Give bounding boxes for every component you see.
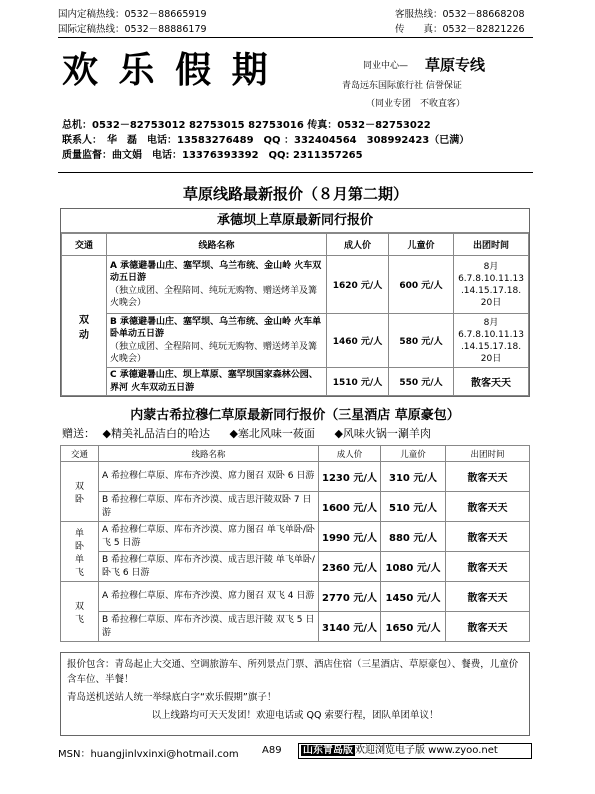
route-note: （独立成团、全程陪同、纯玩无购物、赠送烤羊及篝火晚会） [110, 341, 318, 364]
inner-mongolia-section [60, 445, 530, 642]
adult-price: 1460 元/人 [327, 314, 389, 368]
child-price: 1080 元/人 [381, 552, 446, 582]
table-row [61, 492, 530, 522]
agency-name: 青岛远东国际旅行社 信誉保证 [342, 81, 462, 91]
daily-departure-note: 以上线路均可天天发团！欢迎电话或 QQ 索要行程，团队单团单议！ [151, 710, 439, 721]
table-row [62, 314, 529, 368]
banner-text: 欢迎浏览电子版 www.zyoo.net [355, 745, 498, 756]
site-banner [298, 743, 532, 759]
adult-price: 1990 元/人 [319, 522, 381, 552]
departure-dates: 8月 6.7.8.10.11.13 .14.15.17.18. 20日 [454, 256, 529, 314]
departure-dates: 散客天天 [446, 582, 530, 612]
transport-cell: 双卧 [61, 462, 99, 522]
table-row [61, 612, 530, 642]
route-name: A 希拉穆仁草原、库布齐沙漠、席力图召 双飞 4 日游 [99, 582, 319, 612]
route-name: B 希拉穆仁草原、库布齐沙漠、成吉思汗陵 单飞单卧/卧飞 6 日游 [99, 552, 319, 582]
notes-box [60, 652, 530, 736]
domestic-hotline: 国内定稿热线：0532－88665919 [58, 9, 207, 20]
child-price: 580 元/人 [389, 314, 454, 368]
gifts-label: 赠送： [62, 427, 95, 440]
table-row [62, 368, 529, 396]
table-row [61, 582, 530, 612]
child-price: 510 元/人 [381, 492, 446, 522]
center-label: 同业中心— [363, 61, 409, 71]
adult-price: 1230 元/人 [319, 462, 381, 492]
child-price: 1650 元/人 [381, 612, 446, 642]
adult-price: 2360 元/人 [319, 552, 381, 582]
col-route: 线路名称 [107, 234, 327, 256]
route-cell [107, 314, 327, 368]
transport-cell: 双飞 [61, 582, 99, 642]
adult-price: 3140 元/人 [319, 612, 381, 642]
brand-title: 欢 乐 假 期 [62, 49, 272, 91]
child-price: 880 元/人 [381, 522, 446, 552]
col-child: 儿童价 [389, 234, 454, 256]
col-child: 儿童价 [381, 446, 446, 462]
contact-person: 联系人： 华 磊 电话：13583276489 QQ ：332404564 308992423（已满） [62, 135, 470, 146]
brand-divider [58, 172, 533, 173]
col-adult: 成人价 [319, 446, 381, 462]
transport-cell: 双 动 [62, 256, 107, 396]
departure-dates: 散客天天 [446, 552, 530, 582]
col-route: 线路名称 [99, 446, 319, 462]
top-divider [58, 37, 533, 38]
gift-item: ◆塞北风味一莜面 [229, 427, 315, 440]
route-name: C 承德避暑山庄、坝上草原、塞罕坝国家森林公园、界河 火车双动五日游 [110, 370, 318, 393]
international-hotline: 国际定稿热线：0532－88886179 [58, 24, 207, 35]
transport-cell: 单卧单飞 [61, 522, 99, 582]
child-price: 1450 元/人 [381, 582, 446, 612]
chengde-table [61, 233, 529, 396]
route-name: B 希拉穆仁草原、库布齐沙漠、成吉思汗陵 双飞 5 日游 [99, 612, 319, 642]
service-hotline: 客服热线：0532－88668208 [395, 9, 525, 20]
route-cell [107, 256, 327, 314]
table-row [61, 522, 530, 552]
route-name: A 承德避暑山庄、塞罕坝、乌兰布统、金山岭 火车双动五日游 [110, 260, 322, 283]
chengde-section [60, 208, 530, 397]
table-row [61, 552, 530, 582]
route-name: B 希拉穆仁草原、库布齐沙漠、成吉思汗陵双卧 7 日游 [99, 492, 319, 522]
inner-mongolia-title: 内蒙古希拉穆仁草原最新同行报价（三星酒店 草原豪包） [130, 408, 460, 423]
departure-dates: 散客天天 [446, 522, 530, 552]
msn-contact: MSN：huangjinlvxinxi@hotmail.com [58, 749, 239, 760]
table-row [61, 462, 530, 492]
gift-item: ◆精美礼品洁白的哈达 [102, 427, 210, 440]
main-title: 草原线路最新报价（８月第二期） [182, 185, 408, 203]
table-row [62, 256, 529, 314]
col-dates: 出团时间 [454, 234, 529, 256]
banner-label: 山东青岛版 [303, 745, 353, 756]
center-name: 草原专线 [425, 56, 486, 74]
col-transport: 交通 [61, 446, 99, 462]
gift-item: ◆风味火锅一涮羊肉 [334, 427, 431, 440]
departure-dates: 散客天天 [454, 368, 529, 396]
departure-dates: 散客天天 [446, 612, 530, 642]
page-number: A89 [262, 745, 282, 756]
col-dates: 出团时间 [446, 446, 530, 462]
col-transport: 交通 [62, 234, 107, 256]
adult-price: 1510 元/人 [327, 368, 389, 396]
adult-price: 1600 元/人 [319, 492, 381, 522]
quality-supervisor: 质量监督：曲文娟 电话：13376393392 QQ: 2311357265 [62, 150, 363, 161]
contact-switchboard: 总机：0532－82753012 82753015 82753016 传真：0532－82753022 [62, 120, 431, 131]
fax-hotline: 传 真：0532－82821226 [395, 24, 525, 35]
gifts-row [62, 425, 431, 441]
price-includes: 报价包含：青岛起止大交通、空调旅游车、所列景点门票、酒店住宿（三星酒店、草原豪包）、餐费，儿童价含车位、半餐！ [67, 659, 519, 685]
child-price: 600 元/人 [389, 256, 454, 314]
route-name: A 希拉穆仁草原、库布齐沙漠、席力图召 单飞单卧/卧飞 5 日游 [99, 522, 319, 552]
inner-mongolia-table [60, 445, 530, 642]
pickup-note: 青岛送机送站人统一举绿底白字“欢乐假期”旗子！ [67, 692, 277, 703]
departure-dates: 散客天天 [446, 492, 530, 522]
child-price: 550 元/人 [389, 368, 454, 396]
route-name: B 承德避暑山庄、塞罕坝、乌兰布统、金山岭 火车单卧单动五日游 [110, 316, 322, 339]
departure-dates: 8月 6.7.8.10.11.13 .14.15.17.18. 20日 [454, 314, 529, 368]
departure-dates: 散客天天 [446, 462, 530, 492]
adult-price: 2770 元/人 [319, 582, 381, 612]
route-note: （独立成团、全程陪同、纯玩无购物、赠送烤羊及篝火晚会） [110, 285, 318, 308]
child-price: 310 元/人 [381, 462, 446, 492]
adult-price: 1620 元/人 [327, 256, 389, 314]
chengde-title: 承德坝上草原最新同行报价 [61, 209, 529, 233]
agency-note: （同业专团 不收直客） [366, 99, 466, 109]
route-cell [107, 368, 327, 396]
route-name: A 希拉穆仁草原、库布齐沙漠、席力图召 双卧 6 日游 [99, 462, 319, 492]
col-adult: 成人价 [327, 234, 389, 256]
